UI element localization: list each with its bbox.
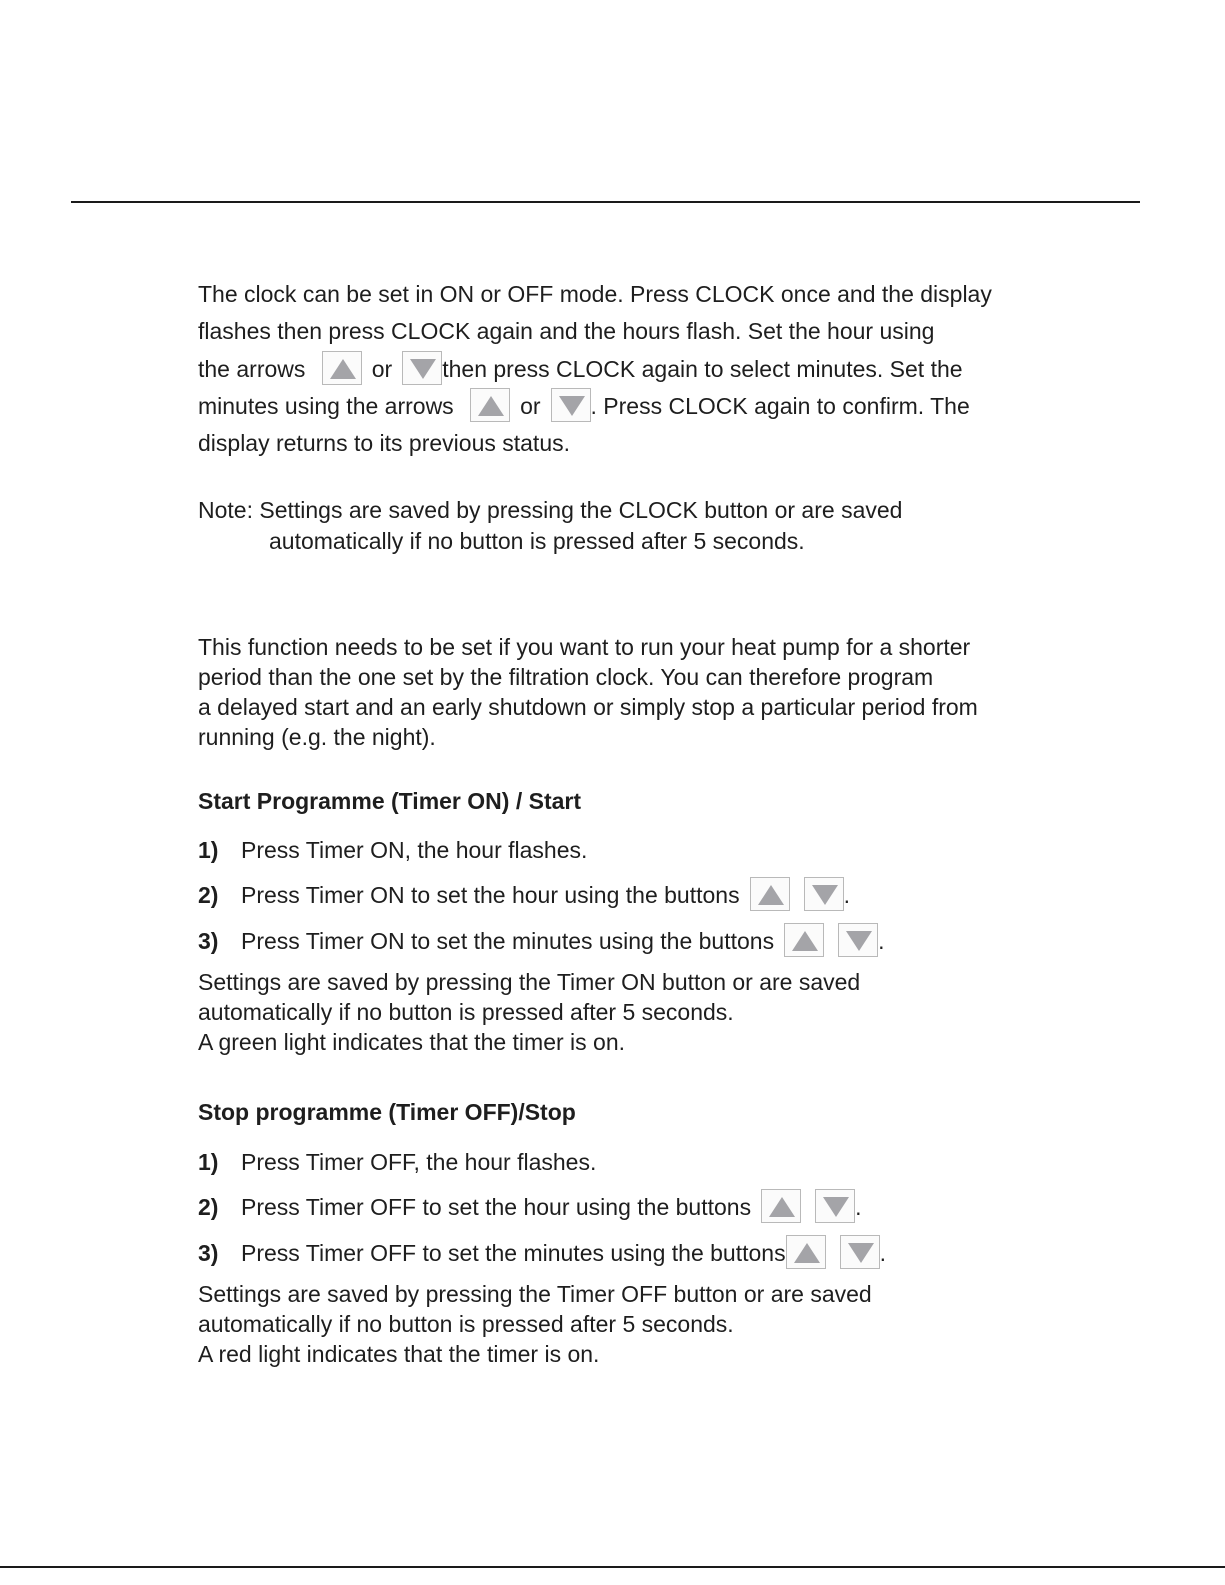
- timer-intro-line-4: running (e.g. the night).: [198, 724, 436, 750]
- step-text: Press Timer OFF to set the minutes using the buttons: [241, 1240, 786, 1266]
- step-text: Press Timer OFF, the hour flashes.: [241, 1149, 597, 1175]
- arrow-down-icon: [804, 877, 844, 911]
- step-text: Press Timer ON to set the hour using the buttons: [241, 882, 740, 908]
- timer-intro-line-3: a delayed start and an early shutdown or simply stop a particular period from: [198, 694, 978, 720]
- clock-text-line-3: [198, 354, 963, 385]
- start-step-3: [198, 926, 884, 957]
- arrow-up-icon: [322, 351, 362, 385]
- step-number: 3): [198, 928, 219, 954]
- arrow-up-icon: [750, 877, 790, 911]
- step-text: Press Timer ON, the hour flashes.: [241, 837, 588, 863]
- clock-line4-or: or: [520, 393, 541, 419]
- stop-note-line-3: A red light indicates that the timer is on.: [198, 1341, 600, 1367]
- start-note-line-3: A green light indicates that the timer is on.: [198, 1029, 626, 1055]
- arrow-down-icon: [840, 1235, 880, 1269]
- step-number: 1): [198, 837, 219, 863]
- step-end: .: [878, 928, 885, 954]
- stop-note-line-1: Settings are saved by pressing the Timer OFF button or are saved: [198, 1281, 872, 1307]
- step-number: 2): [198, 882, 219, 908]
- start-step-1: [198, 835, 587, 865]
- start-step-2: [198, 880, 850, 911]
- stop-step-1: [198, 1147, 596, 1177]
- arrow-down-icon: [551, 388, 591, 422]
- clock-line3-or: or: [371, 356, 393, 382]
- clock-text-line-2: flashes then press CLOCK again and the hours flash. Set the hour using: [198, 318, 935, 344]
- clock-line3-text-a: the arrows: [198, 356, 306, 382]
- stop-step-3: [198, 1238, 886, 1269]
- clock-note-line-1: Note: Settings are saved by pressing the CLOCK button or are saved: [198, 497, 903, 523]
- stop-programme-heading: Stop programme (Timer OFF)/Stop: [198, 1099, 576, 1125]
- arrow-up-icon: [784, 923, 824, 957]
- clock-line4-text-a: minutes using the arrows: [198, 393, 454, 419]
- timer-intro-line-2: period than the one set by the filtration clock. You can therefore program: [198, 664, 934, 690]
- step-text: Press Timer OFF to set the hour using the buttons: [241, 1194, 752, 1220]
- start-programme-heading: Start Programme (Timer ON) / Start: [198, 788, 582, 814]
- arrow-up-icon: [786, 1235, 826, 1269]
- clock-text-line-5: display returns to its previous status.: [198, 430, 570, 456]
- clock-line4-text-b: . Press CLOCK again to confirm. The: [590, 393, 970, 419]
- start-note-line-2: automatically if no button is pressed after 5 seconds.: [198, 999, 734, 1025]
- clock-text-line-1: The clock can be set in ON or OFF mode. Press CLOCK once and the display: [198, 281, 992, 307]
- header-rule: [71, 201, 1140, 203]
- arrow-down-icon: [815, 1189, 855, 1223]
- timer-intro-line-1: This function needs to be set if you want to run your heat pump for a shorter: [198, 634, 971, 660]
- step-number: 1): [198, 1149, 219, 1175]
- step-number: 2): [198, 1194, 219, 1220]
- step-end: .: [843, 882, 850, 908]
- clock-note-line-2: automatically if no button is pressed after 5 seconds.: [269, 528, 805, 554]
- stop-note-line-2: automatically if no button is pressed after 5 seconds.: [198, 1311, 734, 1337]
- step-number: 3): [198, 1240, 219, 1266]
- arrow-up-icon: [470, 388, 510, 422]
- clock-line3-text-b: then press CLOCK again to select minutes. Set the: [442, 356, 963, 382]
- arrow-up-icon: [761, 1189, 801, 1223]
- start-note-line-1: Settings are saved by pressing the Timer ON button or are saved: [198, 969, 861, 995]
- stop-step-2: [198, 1192, 861, 1223]
- step-end: .: [855, 1194, 862, 1220]
- footer-rule: [0, 1566, 1225, 1568]
- arrow-down-icon: [838, 923, 878, 957]
- step-text: Press Timer ON to set the minutes using the buttons: [241, 928, 775, 954]
- arrow-down-icon: [402, 351, 442, 385]
- step-end: .: [879, 1240, 886, 1266]
- clock-text-line-4: [198, 391, 970, 422]
